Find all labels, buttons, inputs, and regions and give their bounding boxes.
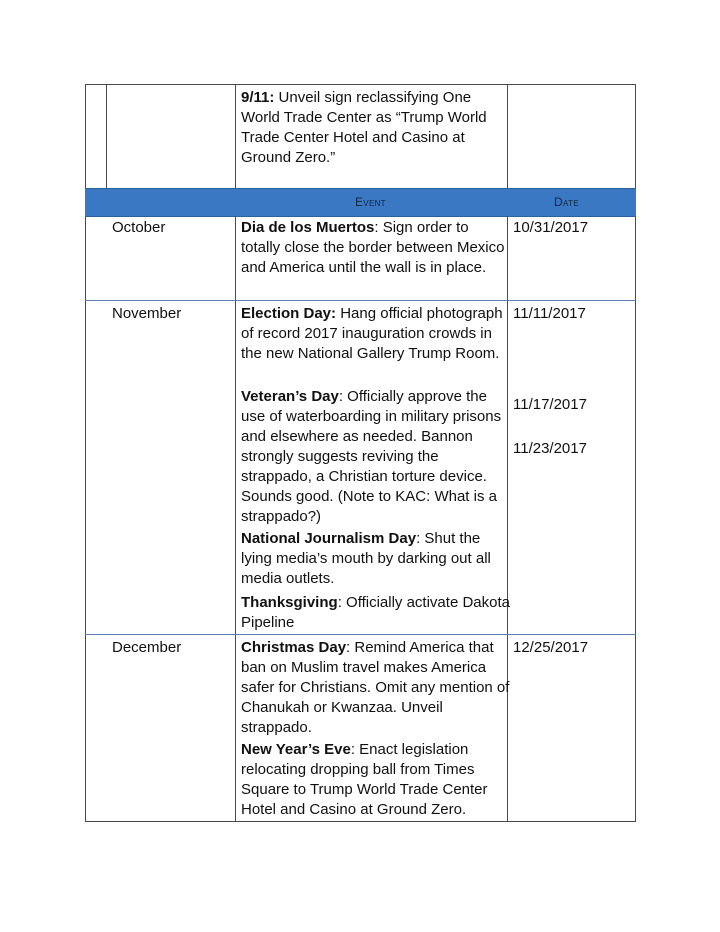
event-title: Veteran’s Day — [241, 388, 339, 405]
month-label: November — [112, 305, 182, 322]
event-cell — [241, 740, 511, 820]
event-text: : Officially approve the use of waterboarding in military prisons and elsewhere as needed. Bannon strongly suggests reviving the strappado, a Christian torture device. Sounds good. (Note to KAC: What is a strappado?) — [241, 388, 502, 525]
event-text: : Sign order to totally close the border between Mexico and America until the wall is in place. — [241, 219, 505, 276]
table-border-top — [85, 84, 636, 85]
column-divider — [106, 84, 107, 188]
event-cell — [241, 593, 511, 633]
month-label: October — [112, 219, 166, 236]
date-cell: 11/17/2017 — [513, 396, 587, 413]
event-text: : Officially activate Dakota Pipeline — [241, 594, 510, 631]
month-label: December — [112, 639, 182, 656]
event-cell — [241, 387, 511, 527]
row-divider — [85, 300, 636, 301]
event-cell — [241, 304, 511, 364]
event-cell — [241, 638, 511, 738]
event-title: Election Day: — [241, 305, 337, 322]
event-column-header: Event — [355, 195, 386, 209]
table-header — [85, 188, 636, 217]
event-cell — [241, 218, 511, 278]
event-text: : Remind America that ban on Muslim travel makes America safer for Christians. Omit any mention of Chanukah or Kwanzaa. Unveil strappado. — [241, 639, 510, 736]
event-title: Christmas Day — [241, 639, 347, 656]
event-title: Thanksgiving — [241, 594, 338, 611]
event-text: Unveil sign reclassifying One World Trade Center as “Trump World Trade Center Hotel and Casino at Ground Zero.” — [241, 89, 487, 166]
event-cell — [241, 88, 511, 168]
event-text: : Enact legislation relocating dropping ball from Times Square to Trump World Trade Center Hotel and Casino at Ground Zero. — [241, 741, 488, 818]
date-cell: 11/11/2017 — [513, 305, 586, 322]
date-cell: 10/31/2017 — [513, 219, 589, 236]
event-text: : Shut the lying media’s mouth by darking out all media outlets. — [241, 530, 491, 587]
event-title: New Year’s Eve — [241, 741, 351, 758]
event-cell — [241, 529, 511, 589]
calendar-table — [85, 84, 636, 822]
event-title: National Journalism Day — [241, 530, 417, 547]
table-border-bottom — [85, 821, 636, 822]
date-cell: 11/23/2017 — [513, 440, 587, 457]
date-column-header: Date — [554, 195, 579, 209]
event-title: Dia de los Muertos — [241, 219, 375, 236]
event-text: Hang official photograph of record 2017 inauguration crowds in the new National Gallery Trump Room. — [241, 305, 503, 362]
event-title: 9/11: — [241, 89, 275, 106]
row-divider — [85, 634, 636, 635]
date-cell: 12/25/2017 — [513, 639, 589, 656]
